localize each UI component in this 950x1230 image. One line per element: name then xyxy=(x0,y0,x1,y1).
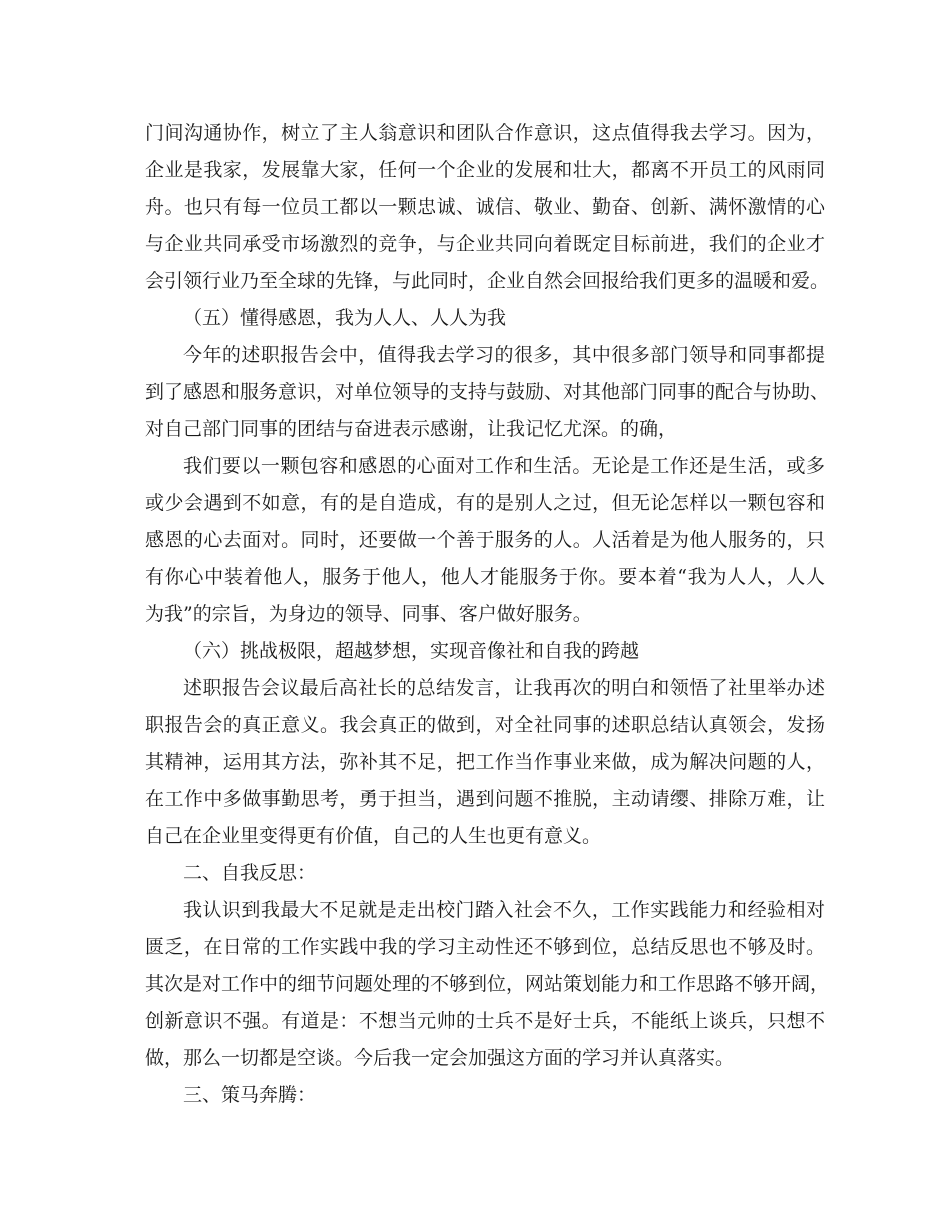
paragraph-line: 职报告会的真正意义。我会真正的做到，对全社同事的述职总结认真领会，发扬 xyxy=(145,714,825,736)
section-heading: （六）挑战极限，超越梦想，实现音像社和自我的跨越 xyxy=(183,640,640,662)
paragraph-line: 为我”的宗旨，为身边的领导、同事、客户做好服务。 xyxy=(145,603,592,625)
paragraph-line: 我们要以一颗包容和感恩的心面对工作和生活。无论是工作还是生活，或多 xyxy=(183,455,825,477)
paragraph-line: 做，那么一切都是空谈。今后我一定会加强这方面的学习并认真落实。 xyxy=(145,1047,735,1069)
paragraph-line: 述职报告会议最后高社长的总结发言，让我再次的明白和领悟了社里举办述 xyxy=(183,677,825,699)
paragraph-line: 感恩的心去面对。同时，还要做一个善于服务的人。人活着是为他人服务的，只 xyxy=(145,529,825,551)
paragraph-line: 企业是我家，发展靠大家，任何一个企业的发展和壮大，都离不开员工的风雨同 xyxy=(145,159,825,181)
paragraph-line: 今年的述职报告会中，值得我去学习的很多，其中很多部门领导和同事都提 xyxy=(183,344,825,366)
paragraph-line: 其精神，运用其方法，弥补其不足，把工作当作事业来做，成为解决问题的人， xyxy=(145,751,825,773)
paragraph-line: 舟。也只有每一位员工都以一颗忠诚、诚信、敬业、勤奋、创新、满怀激情的心 xyxy=(145,196,825,218)
paragraph-line: 门间沟通协作，树立了主人翁意识和团队合作意识，这点值得我去学习。因为， xyxy=(145,122,825,144)
paragraph-line: 在工作中多做事勤思考，勇于担当，遇到问题不推脱，主动请缨、排除万难，让 xyxy=(145,788,825,810)
paragraph-line: 会引领行业乃至全球的先锋，与此同时，企业自然会回报给我们更多的温暖和爱。 xyxy=(145,270,830,292)
paragraph-line: 与企业共同承受市场激烈的竞争，与企业共同向着既定目标前进，我们的企业才 xyxy=(145,233,825,255)
section-heading: （五）懂得感恩，我为人人、人人为我 xyxy=(183,307,507,329)
paragraph-line: 自己在企业里变得更有价值，自己的人生也更有意义。 xyxy=(145,825,602,847)
paragraph-line: 其次是对工作中的细节问题处理的不够到位，网站策划能力和工作思路不够开阔， xyxy=(145,973,830,995)
paragraph-line: 或少会遇到不如意，有的是自造成，有的是别人之过，但无论怎样以一颗包容和 xyxy=(145,492,825,514)
section-heading: 二、自我反思： xyxy=(183,862,317,884)
paragraph-line: 我认识到我最大不足就是走出校门踏入社会不久，工作实践能力和经验相对 xyxy=(183,899,825,921)
paragraph-line: 创新意识不强。有道是：不想当元帅的士兵不是好士兵，不能纸上谈兵，只想不 xyxy=(145,1010,825,1032)
section-heading: 三、策马奔腾： xyxy=(183,1084,317,1106)
paragraph-line: 有你心中装着他人，服务于他人，他人才能服务于你。要本着“我为人人，人人 xyxy=(145,566,825,588)
paragraph-line: 对自己部门同事的团结与奋进表示感谢，让我记忆尤深。的确， xyxy=(145,418,678,440)
paragraph-line: 到了感恩和服务意识，对单位领导的支持与鼓励、对其他部门同事的配合与协助、 xyxy=(145,381,830,403)
paragraph-line: 匮乏，在日常的工作实践中我的学习主动性还不够到位，总结反思也不够及时。 xyxy=(145,936,825,958)
